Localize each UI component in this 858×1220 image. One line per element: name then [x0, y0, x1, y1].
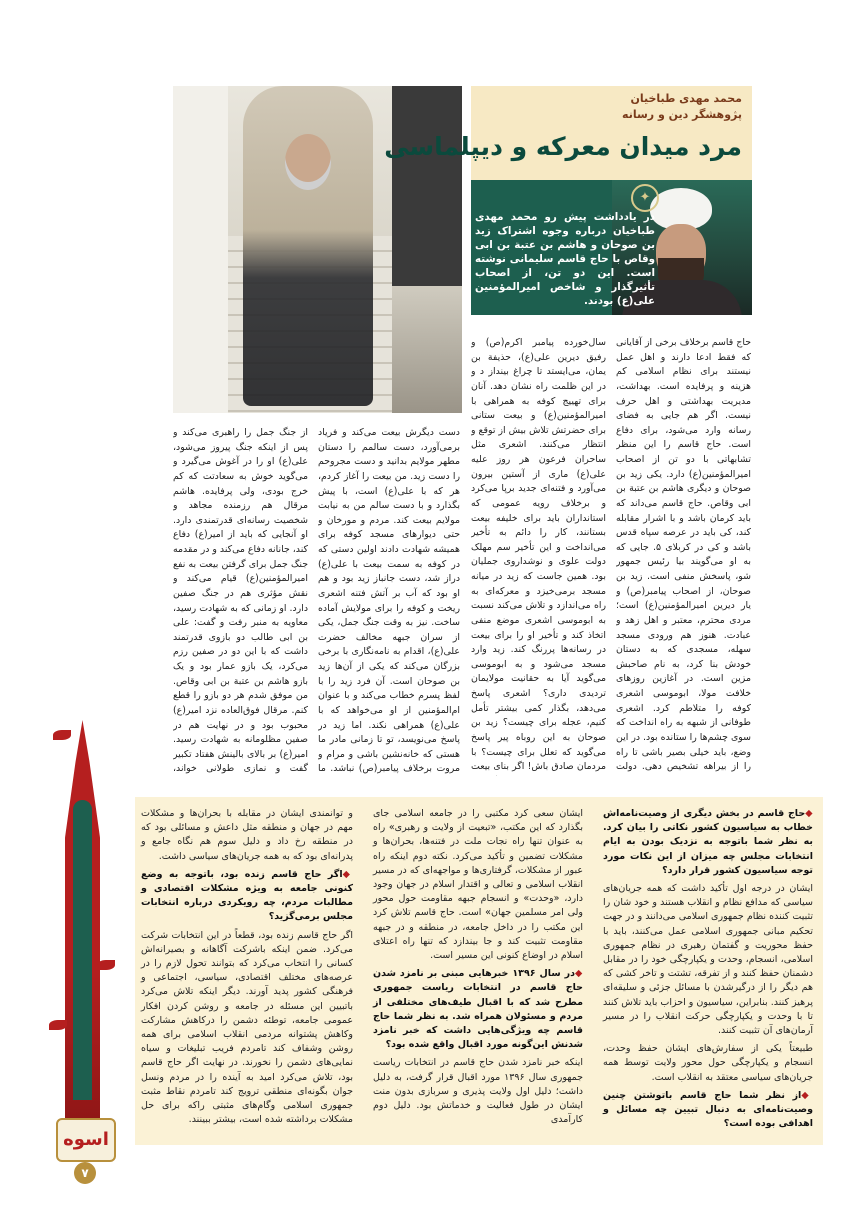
bird-icon [53, 730, 71, 740]
answer: اگر حاج قاسم زنده بود، قطعاً در این انتخابات شرکت می‌کرد. ضمن اینکه باشرکت آگاهانه و بصیرانه‌اش کسانی را انتخاب می‌کرد که بتوانند تحول لازم را در عرصه‌های مختلف اقتصادی، سیاسی، اجتماعی و فرهنگی کشور پدید آورند. دیگر اینکه تلاش می‌کرد باتبیین این مسئله در جامعه و روشن کردن افکار عمومی جامعه، توطئه دشمن را درکاهش مشارکت وکاهش پشتوانه مردمی انقلاب اسلامی برای همه روشن وشفاف کند تامردم فریب تبلیغات و سیاه نمایی‌های دشمن را نخورند. در نهایت اگر حاج قاسم بود، تلاش می‌کرد امید به آینده را در مردم ونسل جوان بگونه‌ای منطقی ترویج کند تامردم نقاط مثبت جمهوری اسلامی وگام‌های مثبتی راکه برای حل مشکلات برداشته شده است، بیشتر ببینند. [141, 929, 353, 1126]
question: ◆ از نظر شما حاج قاسم باتوشتن چنین وصیت‌نامه‌ای به دنبال تبیین چه مسائل و اهدافی بوده است؟ [603, 1089, 813, 1132]
article-column-3: دست دیگرش بیعت می‌کند و فریاد برمی‌آورد، دست سالمم را دستان مطهر مولایم بدانید و دست مجروحم را دست زید. من بیعت را آغاز کردم، هر که با علی(ع) است، با پیش بگذارد و با دست سالم من به نیابت مولایم بیعت کند. مردم و مورخان و حتی دیوارهای مسجد کوفه برای همیشه شهادت دادند اولین دستی که در کوفه به سمت بیعت با علی(ع) دراز شد، دست جانباز زید بود و هم او بود که آب بر آتش فتنه اشعری ریخت و کوفه را برای مولایش آماده ساخت. نیز به وقت جنگ جمل، یکی از سران جبهه مخالف حضرت علی(ع)، اقدام به نامه‌نگاری با برخی بزرگان می‌کند که یکی از آن‌ها زید بن صوحان است. آن فرد زید را با لفظ پسرم خطاب می‌کند و با عنوان ام‌المؤمنین از او می‌خواهد که با علی(ع) همراهی نکند. اما زید در پاسخ می‌نویسد، تو تا زمانی مادر ما هستی که خانه‌نشین باشی و مرام و مروت برخلاف پیامبر(ص) نباشد. ما [318, 427, 460, 775]
article-column-4: از جنگ جمل را راهبری می‌کند و پس از اینکه جنگ پیروز می‌شود، علی(ع) او را در آغوش می‌گیرد و می‌گوید خوش به سعادتت که کم خرج بودی، ولی پرفایده. هاشم مرقال هم رزمنده مجاهد و شخصیت رسانه‌ای قدرتمندی دارد. او آنجایی که باید از امیر(ع) دفاع کند، جانانه دفاع می‌کند و در مقدمه جنگ جمل برای گرفتن بیعت به نفع امیرالمؤمنین(ع) قیام می‌کند و نقش مؤثری هم در جنگ صفین دارد. او زمانی که به شهادت رسید، معاویه به منبر رفت و گفت: علی بن ابی طالب دو بازوی قدرتمند داشت که با این دو در صفین رزم می‌کرد، یک بازو عمار بود و یک بازو هاشم بن عتبة بن ابی وقاص. من موفق شدم هر دو بازو را قطع کنم. مرقال فوق‌العاده نزد امیر(ع) محبوب بود و در نهایت هم در صفین مظلومانه به شهادت رسید. امیر(ع) بر بالای بالینش هفتاد تکبیر گفت و نمازی طولانی خواند، [173, 427, 308, 775]
interview-box [135, 797, 823, 1145]
photo-door [392, 86, 462, 286]
intro-text: در یادداشت پیش رو محمد مهدی طباخیان درباره وجوه اشتراک زید بن صوحان و هاشم بن عتبة بن ابی وقاص با حاج قاسم سلیمانی نوشته است. این دو تن، از اصحاب تأثیرگذار و شاخص امیرالمؤمنین علی(ع) بودند. [475, 211, 655, 307]
title-box [384, 86, 752, 180]
photo-person-head [285, 134, 331, 190]
answer: طبیعتاً یکی از سفارش‌های ایشان حفظ وحدت، انسجام و یکپارچگی حول محور ولایت توسط همه جریان‌های سیاسی معتقد به انقلاب است. [603, 1043, 813, 1083]
author-role: پژوهشگر دین و رسانه [622, 108, 742, 121]
magazine-logo: اسوه [56, 1118, 116, 1162]
photo-wall [173, 86, 228, 413]
interview-column-2 [373, 807, 583, 1131]
answer: ایشان سعی کرد مکتبی را در جامعه اسلامی جای بگذارد که این مکتب، «تبعیت از ولایت و رهبری» راه به عنوان تنها راه نجات ملت در فتنه‌ها، بحران‌ها و مشکلات تضمین و تأکید می‌کرد. نکته دوم اینکه راه عبور از مشکلات، گرفتاری‌ها و مواجهه‌ای که در مسیر انقلاب اسلامی و تعالی و اقتدار اسلام در جهان وجود دارد، «وحدت» و انسجام جبهه مقاومت حول محور ولی امر مسلمین جهان» است. حاج قاسم تلاش کرد این مکتب را در داخل جامعه، در منطقه و در جبهه مقاومت تثبیت کند و جا بیندازد که تنها راه اعتلای اسلام در اوضاع کنونی این مسیر است. [373, 808, 583, 962]
article-column-1: حاج قاسم برخلاف برخی از آقایانی که فقط ادعا دارند و اهل عمل نیستند برای نظام اسلامی کم هزینه و پرفایده است. بهداشت، مدیریت بهداشتی و اهل حرف نیست. اگر هم جایی به فضای رسانه وارد می‌شود، برای دفاع است. حاج قاسم را این منظر تشابهاتی با دو تن از اصحاب امیرالمؤمنین(ع) دارد. یکی زید بن صوحان و دیگری هاشم بن عتبة بن ابی وقاص. حاج قاسم می‌داند که باید کرمان باشد و با اشرار مقابله کند، کی باید در عرصه سپاه قدس باشد و کی در کربلای ۵. جایی که به او می‌گویند بیا رئیس جمهور شو، پاسخش منفی است. زید بن صوحان، از اصحاب پیامبر(ص) و یار دیرین امیرالمؤمنین(ع) است؛ مردی محترم، معتبر و اهل زهد و عبادت. هنوز هم ورودی مسجد سهله، مسجدی که به دستان خودش بنا کرد، به نام صاحبش مزین است. در آغازین روزهای خلافت مولا، ابوموسی اشعری کوفه را متلاطم کرد. اشعری طوفانی از شبهه به راه انداخت که سوی چشم‌ها را ستانده بود. در این وضع، باید خیلی بصیر باشی تا راه را از بیراهه تشخیص دهی. دولت [616, 337, 751, 773]
decorative-spire [55, 720, 110, 1140]
bird-icon [49, 1020, 67, 1030]
answer: و توانمندی ایشان در مقابله با بحران‌ها و مشکلات مهم در جهان و منطقه مثل داعش و مسائلی بود که در منطقه رخ داد و دلیل سوم هم نگاه جامع و پدرانه‌ای بود که به همه جریان‌های سیاسی داشت. [141, 808, 353, 862]
emblem-icon: ✦ [631, 184, 659, 212]
question: ◆ اگر حاج قاسم زنده بود، باتوجه به وضع کنونی جامعه به ویژه مشکلات اقتصادی و مطالبات مردم، چه رویکردی درباره انتخابات مجلس برمی‌گزید؟ [141, 868, 353, 925]
interview-column-1 [603, 807, 813, 1135]
question: ◆ حاج قاسم در بخش دیگری از وصیت‌نامه‌اش خطاب به سیاسیون کشور نکاتی را بیان کرد. به نظر شما باتوجه به نزدیک بودن به ایام انتخابات مجلس چه میزان از این نکات مورد توجه سیاسیون کشور قرار دارد؟ [603, 807, 813, 878]
article-column-2: سال‌خورده پیامبر اکرم(ص) و رفیق دیرین علی(ع)، حذیفة بن یمان، می‌ایستد تا چراغ بینداز د و در این ظلمت راه نشان دهد. آنان برای تهییج کوفه به همراهی با امیرالمؤمنین(ع) و بیعت ستانی برای حضرتش تلاش بیش از توقع و انتظار می‌کنند. اشعری مثل ساحران فرعون هر روز علیه علی(ع) ماری از آستین بیرون می‌آورد و فتنه‌ای جدید برپا می‌کرد و برخلاف رویه عمومی که استانداران باید برای خلیفه بیعت بستانند، کار را دائم به تأخیر می‌انداخت و این تأخیر سم مهلک دولت علوی و نوشداروی جملیان بود. همین جاست که زید در میانه مسجد برمی‌خیزد و معرکه‌ای به راه می‌اندازد و تلاش می‌کند نسبت به ابوموسی اشعری موضع منفی اتخاذ کند و تأخیر او را برای بیعت در رسانه‌ها پررنگ کند. زید وارد مسجد می‌شود و به ابوموسی می‌گوید آیا به حقانیت مولایمان تردیدی داری؟ اشعری پاسخ می‌دهد، بگذار کمی بیشتر تأمل کنیم، عجله برای چیست؟ زید بن صوحان به این روباه پیر پاسخ می‌گوید که تعلل برای چیست؟ با مردمان صادق باش! اگر بنای بیعت [471, 337, 606, 773]
question: ◆ در سال ۱۳۹۶ خبرهایی مبنی بر نامزد شدن حاج قاسم در انتخابات ریاست جمهوری مطرح شد که با اقبال طیف‌های مختلفی از مردم و مسئولان همراه شد. به نظر شما حاج قاسم چه ویژگی‌هایی داشت که خبر نامزد شدنش این‌گونه مورد اقبال واقع شده بود؟ [373, 967, 583, 1052]
interview-column-3 [141, 807, 353, 1131]
bird-icon [97, 960, 115, 970]
spire-inner [73, 800, 92, 1100]
page-number: ۷ [74, 1162, 96, 1184]
intro-box [471, 180, 752, 315]
answer: ایشان در درجه اول تأکید داشت که همه جریان‌های سیاسی که مدافع نظام و انقلاب هستند و خود شان را تثبیت کننده نظام جمهوری اسلامی می‌دانند و در جهت تحکیم مبانی جمهوری اسلامی عمل می‌کنند، باید با حفظ محوریت و گفتمان رهبری در نظام جمهوری اسلامی، انسجام، وحدت و یکپارچگی خود را در مقابل دشمنان حفظ کنند و از تفرقه، تشتت و تاخر کشی که هم دیگر را از درگیرشدن با مسائل جزئی و سلیقه‌ای پرهیز کنند. بنابراین، سیاسیون و احزاب باید تلاش کنند تا با وحدت و یکپارچگی حرکت انقلاب را در مسیر آرمان‌های آن تثبیت کنند. [603, 883, 813, 1037]
answer: اینکه خبر نامزد شدن حاج قاسم در انتخابات ریاست جمهوری سال ۱۳۹۶ مورد اقبال قرار گرفت، به دلیل داشت؛ دلیل اول ولایت پذیری و سربازی بدون منت ایشان در طول فعالیت و خدماتش بود. دلیل دوم کارآمدی [373, 1057, 583, 1126]
page-title: مرد میدان معرکه و دیپلماسی [384, 132, 742, 161]
author-name: محمد مهدی طباخیان [630, 92, 742, 105]
